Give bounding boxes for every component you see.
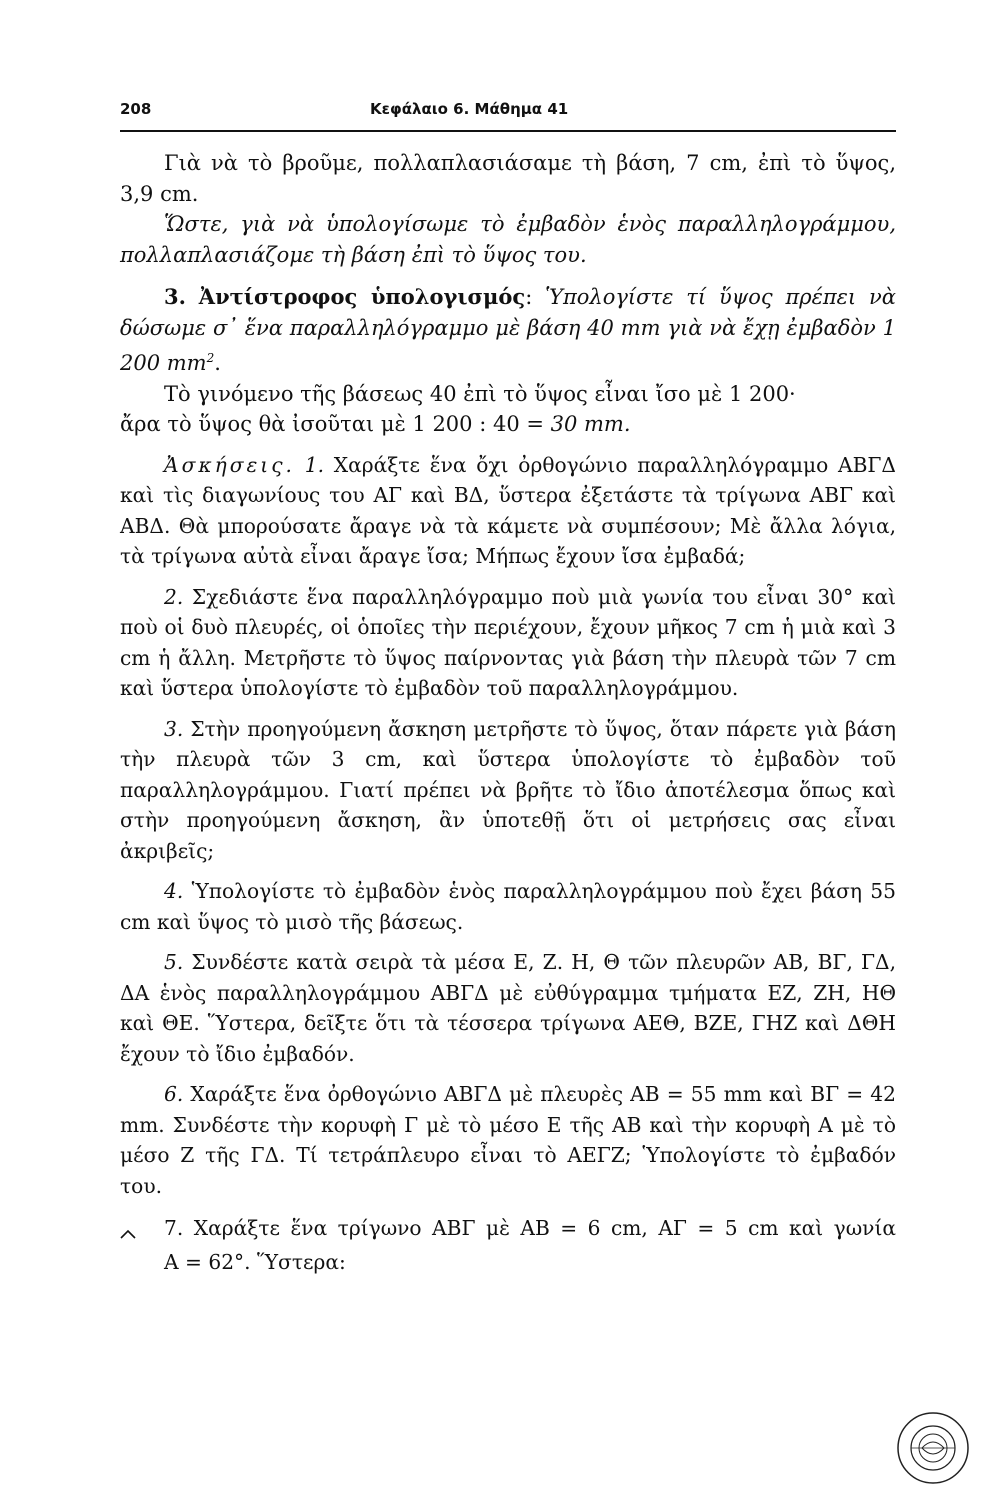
section-problem: Ὑπολογίστε τί ὕψος πρέπει νὰ δώσωμε σ᾿ ἕνα παραλληλόγραμμο μὲ βάση 40 mm γιὰ νὰ ἔχῃ ἐμβαδὸν 1 200 mm [120, 285, 896, 375]
exercise-3 [120, 714, 896, 867]
section-colon: : [525, 285, 533, 309]
exercise-text: Χαράξτε ἕνα τρίγωνο ΑΒΓ μὲ ΑΒ = 6 cm, ΑΓ = 5 cm καὶ [193, 1216, 824, 1240]
exercise-4 [120, 876, 896, 937]
exercise-1 [120, 450, 896, 572]
chapter-title: Κεφάλαιο 6. Μάθημα 41 [370, 100, 569, 118]
exercise-text: Συνδέστε κατὰ σειρὰ τὰ μέσα Ε, Ζ. Η, Θ τῶν πλευρῶν ΑΒ, ΒΓ, ΓΔ, ΔΑ ἑνὸς παραλληλογράμμου ΑΒΓΔ μὲ εὐθύγραμμα τμήματα ΕΖ, ΖΗ, ΗΘ καὶ ΘΕ. Ὕστερα, δεῖξτε ὅτι τὰ τέσσερα τρίγωνα ΑΕΘ, ΒΖΕ, ΓΗΖ καὶ ΔΘΗ ἔχουν τὸ ἴδιο ἐμβαδόν. [120, 950, 896, 1066]
running-head [120, 100, 896, 132]
mm-exponent: 2 [206, 351, 215, 365]
exercise-number: 6. [164, 1082, 184, 1106]
exercises-label: Ἀσκήσεις. [164, 452, 295, 477]
exercise-text: Σχεδιάστε ἕνα παραλληλόγραμμο ποὺ μιὰ γωνία του εἶναι 30° καὶ ποὺ οἱ δυὸ πλευρές, οἱ ὁποῖες τὴν περιέχουν, ἔχουν μῆκος 7 cm ἡ μιὰ καὶ 3 cm ἡ ἄλλη. Μετρῆστε τὸ ὕψος παίρνοντας γιὰ βάση τὴν πλευρὰ τῶν 7 cm καὶ ὕστερα ὑπολογίστε τὸ ἐμβαδὸν τοῦ παραλληλογράμμου. [120, 584, 897, 700]
solution-result-line [120, 409, 896, 440]
problem-dot: . [214, 351, 221, 375]
exercise-text: Ὑπολογίστε τὸ ἐμβαδὸν ἑνὸς παραλληλογράμμου ποὺ ἔχει βάση 55 cm καὶ ὕψος τὸ μισὸ τῆς βάσεως. [120, 879, 896, 934]
angle-a [120, 1245, 179, 1279]
exercise-text: Χαράξτε ἕνα ὀρθογώνιο ΑΒΓΔ μὲ πλευρὲς ΑΒ = 55 mm καὶ ΒΓ = 42 mm. Συνδέστε τὴν κορυφὴ Γ μὲ τὸ μέσο Ε τῆς ΑΒ καὶ τὴν κορυφὴ Α μὲ τὸ μέσο Ζ τῆς ΓΔ. Τί τετράπλευρο εἶναι τὸ ΑΕΓΖ; Ὑπολογίστε τὸ ἐμβαδόν του. [120, 1082, 896, 1198]
page-body [120, 148, 896, 1279]
exercise-text-angle-label: γωνία [833, 1216, 897, 1240]
solution-line: Τὸ γινόμενο τῆς βάσεως 40 ἐπὶ τὸ ὕψος εἶναι ἴσο μὲ 1 200· [164, 381, 796, 406]
exercise-text: Στὴν προηγούμενη ἄσκηση μετρῆστε τὸ ὕψος, ὅταν πάρετε γιὰ βάση τὴν πλευρὰ τῶν 3 cm, καὶ ὕστερα ὑπολογίστε τὸ ἐμβαδὸν τοῦ παραλληλογράμμου. Γιατί πρέπει νὰ βρῆτε τὸ ἴδιο ἀποτέλεσμα ὅπως καὶ στὴν προηγούμενη ἄσκηση, ἂν ὑποτεθῇ ὅτι οἱ μετρήσεις σας εἶναι ἀκριβεῖς; [120, 716, 896, 863]
exercise-number: 4. [164, 879, 184, 903]
solution-text: ἄρα τὸ ὕψος θὰ ἰσοῦται μὲ 1 200 : 40 = [120, 412, 551, 436]
exercise-6 [120, 1079, 896, 1201]
exercise-number: 5. [164, 950, 184, 974]
area-rule: Ὥστε, γιὰ νὰ ὑπολογίσωμε τὸ ἐμβαδὸν ἑνὸς παραλληλογράμμου, πολλαπλασιάζομε τὴ βάση ἐπὶ τὸ ὕψος του. [120, 212, 896, 267]
exercise-number: 1. [304, 452, 324, 477]
section-title: Ἀντίστροφος ὑπολογισμός [198, 284, 526, 309]
exercise-number: 3. [164, 716, 184, 741]
exercise-text: Χαράξτε ἕνα ὄχι ὀρθογώνιο παραλληλόγραμμο ΑΒΓΔ καὶ τὶς διαγωνίους του ΑΓ καὶ ΒΔ, ὕστερα ἐξετάστε τὰ τρίγωνα ΑΒΓ καὶ ΑΒΔ. Θὰ μπορούσατε ἄραγε νὰ τὰ κάμετε νὰ συμπέσουν; Μὲ ἄλλα λόγια, τὰ τρίγωνα αὐτὰ εἶναι ἄραγε ἴσα; Μήπως ἔχουν ἴσα ἐμβαδά; [120, 452, 897, 568]
angle-letter: Α [164, 1250, 179, 1274]
exercise-7 [120, 1211, 896, 1279]
exercise-text-angle-value: = 62°. Ὕστερα: [185, 1250, 346, 1274]
section-number: 3. [164, 284, 186, 309]
page-number: 208 [120, 100, 152, 118]
angle-hat-icon [120, 1229, 136, 1239]
solution-answer: 30 mm. [550, 412, 631, 436]
exercise-number: 2. [164, 584, 184, 609]
page [120, 100, 896, 1279]
section-3-paragraph [120, 282, 896, 379]
exercise-number: 7. [164, 1216, 184, 1240]
foundation-seal-icon [895, 1410, 971, 1486]
exercise-2 [120, 582, 896, 704]
exercise-5 [120, 947, 896, 1069]
intro-paragraph: Γιὰ νὰ τὸ βροῦμε, πολλαπλασιάσαμε τὴ βάση, 7 cm, ἐπὶ τὸ ὕψος, 3,9 cm. [120, 151, 896, 206]
